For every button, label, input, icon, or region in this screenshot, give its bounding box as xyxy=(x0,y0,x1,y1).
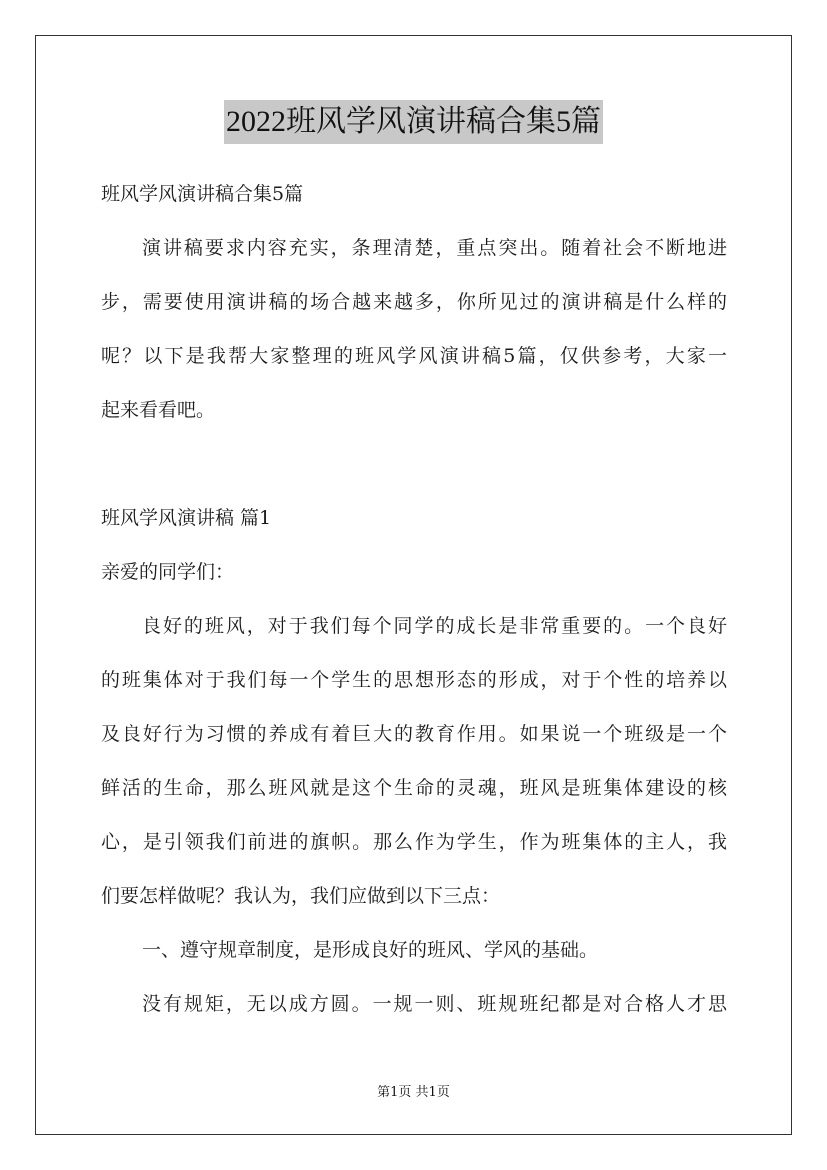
paragraph-line: 心，是引领我们前进的旗帜。那么作为学生，作为班集体的主人，我 xyxy=(101,831,727,853)
subtitle: 班风学风演讲稿合集5篇 xyxy=(101,183,304,205)
paragraph-line: 鲜活的生命，那么班风就是这个生命的灵魂，班风是班集体建设的核 xyxy=(101,777,727,799)
intro-line: 起来看看吧。 xyxy=(101,399,216,421)
paragraph-line: 及良好行为习惯的养成有着巨大的教育作用。如果说一个班级是一个 xyxy=(101,723,727,745)
section-heading: 班风学风演讲稿 篇1 xyxy=(101,507,272,529)
title-container xyxy=(0,100,827,144)
document-title: 2022班风学风演讲稿合集5篇 xyxy=(224,100,603,144)
paragraph-line: 没有规矩，无以成方圆。一规一则、班规班纪都是对合格人才思 xyxy=(142,993,727,1015)
paragraph-line: 的班集体对于我们每一个学生的思想形态的形成，对于个性的培养以 xyxy=(101,669,727,691)
page-number: 第1页 共1页 xyxy=(377,1085,450,1100)
paragraph-line: 良好的班风，对于我们每个同学的成长是非常重要的。一个良好 xyxy=(142,615,727,637)
intro-line: 呢？以下是我帮大家整理的班风学风演讲稿5篇，仅供参考，大家一 xyxy=(101,345,727,367)
intro-line: 演讲稿要求内容充实，条理清楚，重点突出。随着社会不断地进 xyxy=(142,237,727,259)
salutation: 亲爱的同学们： xyxy=(101,561,235,583)
point-heading: 一、遵守规章制度，是形成良好的班风、学风的基础。 xyxy=(142,939,599,961)
paragraph-line: 们要怎样做呢？我认为，我们应做到以下三点： xyxy=(101,885,501,907)
intro-line: 步，需要使用演讲稿的场合越来越多，你所见过的演讲稿是什么样的 xyxy=(101,291,727,313)
